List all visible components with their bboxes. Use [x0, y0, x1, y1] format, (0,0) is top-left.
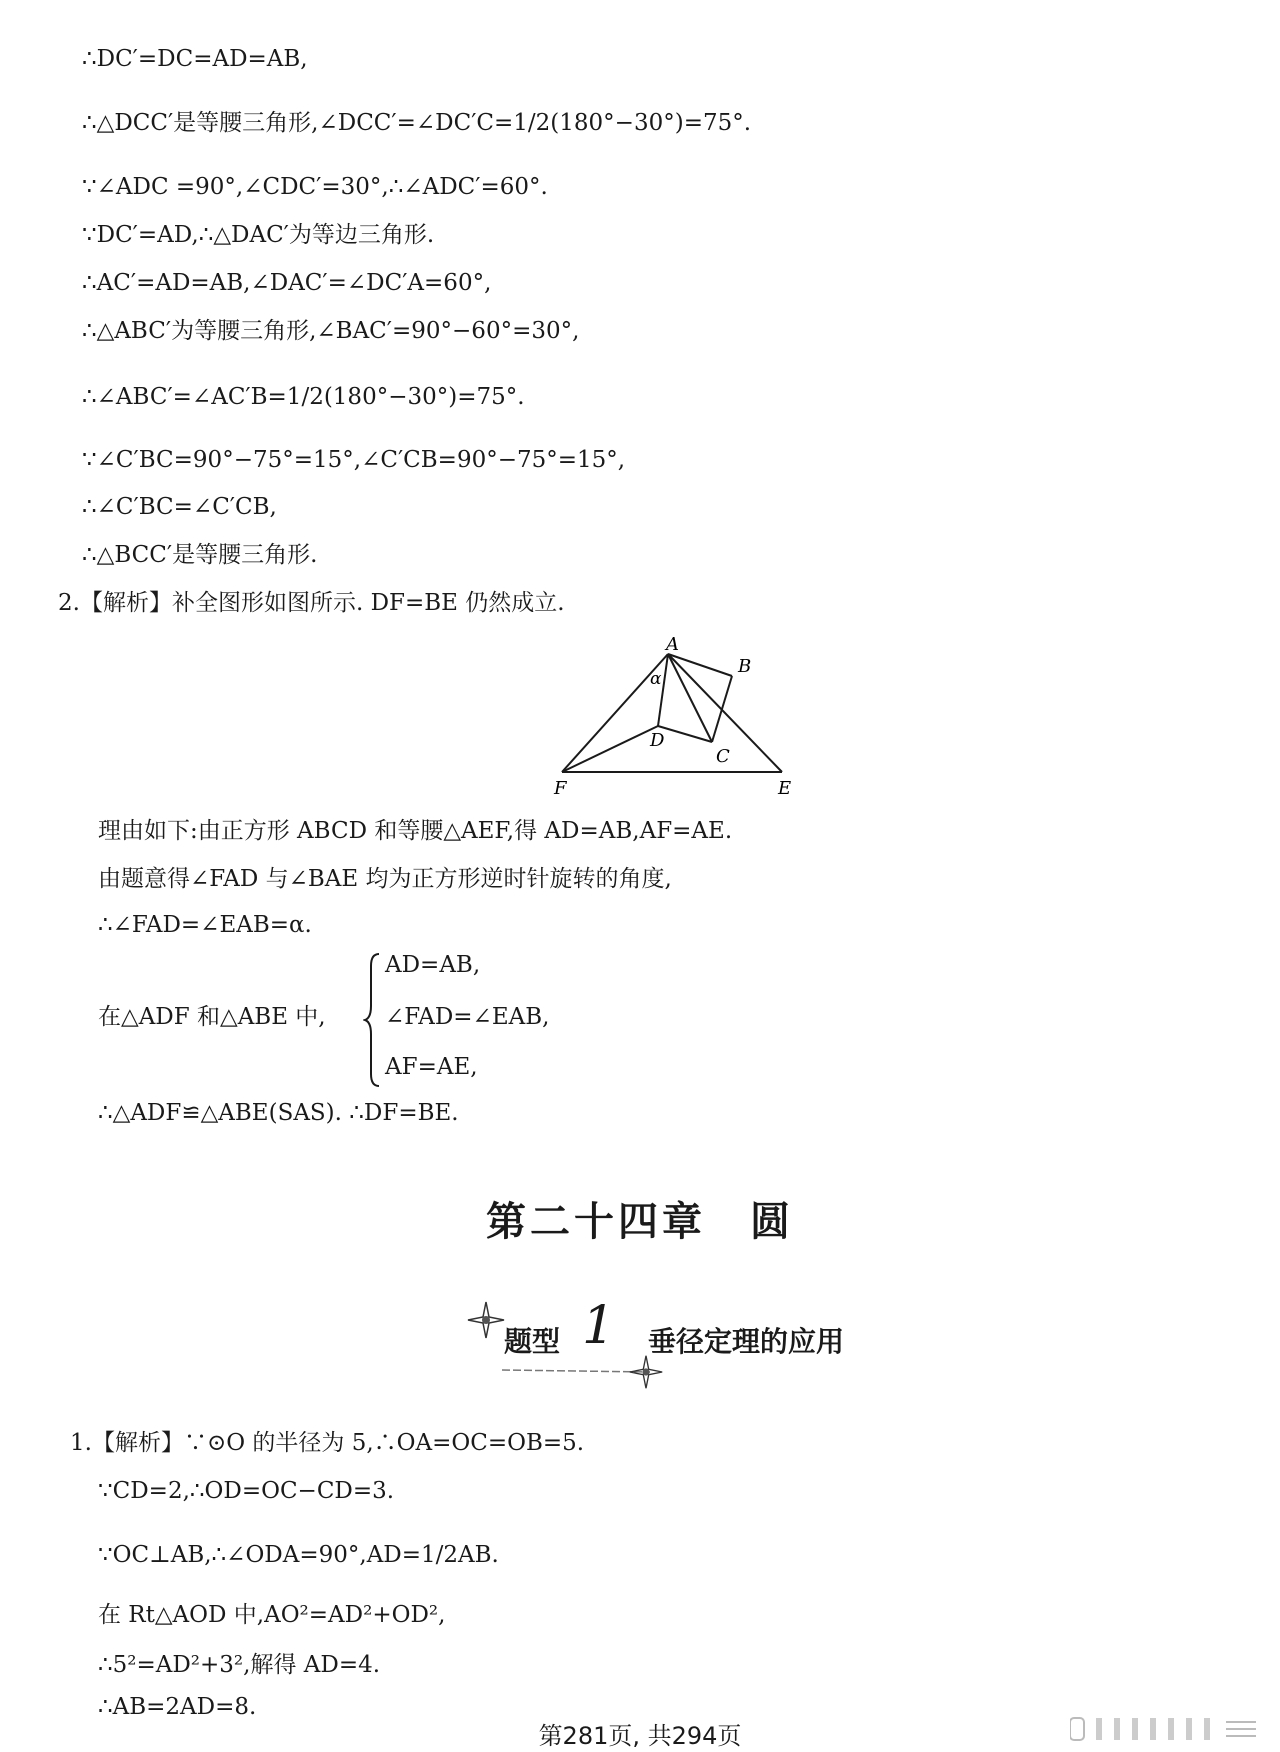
- geometry-figure: [550, 632, 810, 802]
- section-heading: [470, 1296, 890, 1380]
- section-title-text: 垂径定理的应用: [648, 1325, 845, 1358]
- figure-label: α: [650, 669, 662, 689]
- figure-label: E: [778, 778, 792, 799]
- chapter-title: 第二十四章 圆: [486, 1199, 794, 1245]
- proof-conclusion: ∴△ADF≌△ABE(SAS). ∴DF=BE.: [98, 1100, 459, 1126]
- brace-item: AD=AB,: [385, 952, 481, 978]
- figure-label: F: [554, 778, 567, 799]
- proof-line: ∵OC⊥AB,∴∠ODA=90°,AD=1/2AB.: [98, 1542, 499, 1568]
- page-number: 第281页, 共294页: [538, 1722, 742, 1750]
- proof-line: ∴△BCC′是等腰三角形.: [82, 542, 318, 568]
- figure-label: B: [738, 656, 752, 677]
- proof-line: ∴5²=AD²+3²,解得 AD=4.: [98, 1652, 381, 1678]
- proof-line: ∵DC′=AD,∴△DAC′为等边三角形.: [82, 222, 435, 248]
- solution-heading: 2.【解析】补全图形如图所示. DF=BE 仍然成立.: [58, 590, 565, 616]
- proof-line: ∴△ABC′为等腰三角形,∠BAC′=90°−60°=30°,: [82, 318, 580, 344]
- proof-line: 理由如下:由正方形 ABCD 和等腰△AEF,得 AD=AB,AF=AE.: [98, 818, 733, 844]
- proof-line: ∴AC′=AD=AB,∠DAC′=∠DC′A=60°,: [82, 270, 492, 296]
- page-thumbnails-icon[interactable]: [1070, 1714, 1260, 1742]
- figure-label: D: [650, 730, 665, 751]
- proof-line: ∴∠C′BC=∠C′CB,: [82, 494, 277, 520]
- brace-item: ∠FAD=∠EAB,: [385, 1004, 550, 1030]
- figure-label: C: [716, 746, 730, 767]
- proof-line: ∴AB=2AD=8.: [98, 1694, 257, 1720]
- solution-heading: 1.【解析】∵⊙O 的半径为 5,∴OA=OC=OB=5.: [70, 1430, 585, 1456]
- equation-system: [385, 950, 685, 1090]
- proof-line: ∴∠ABC′=∠AC′B=1/2(180°−30°)=75°.: [82, 384, 525, 410]
- section-label: 题型: [504, 1325, 561, 1358]
- proof-line: ∴∠FAD=∠EAB=α.: [98, 912, 312, 938]
- brace-item: AF=AE,: [385, 1054, 478, 1080]
- proof-line: ∵CD=2,∴OD=OC−CD=3.: [98, 1478, 395, 1504]
- proof-line: ∴DC′=DC=AD=AB,: [82, 46, 308, 72]
- proof-line: 在 Rt△AOD 中,AO²=AD²+OD²,: [98, 1602, 446, 1628]
- proof-line: 由题意得∠FAD 与∠BAE 均为正方形逆时针旋转的角度,: [98, 866, 672, 892]
- section-number: 1: [582, 1296, 616, 1356]
- sparkle-icon: [628, 1354, 664, 1390]
- proof-line: ∵∠ADC =90°,∠CDC′=30°,∴∠ADC′=60°.: [82, 174, 548, 200]
- figure-label: A: [666, 634, 679, 655]
- proof-line: ∴△DCC′是等腰三角形,∠DCC′=∠DC′C=1/2(180°−30°)=75°.: [82, 110, 752, 136]
- brace-prefix: 在△ADF 和△ABE 中,: [98, 1004, 326, 1030]
- proof-line: ∵∠C′BC=90°−75°=15°,∠C′CB=90°−75°=15°,: [82, 447, 626, 473]
- curly-brace-icon: [363, 950, 383, 1090]
- sparkle-icon: [466, 1300, 506, 1340]
